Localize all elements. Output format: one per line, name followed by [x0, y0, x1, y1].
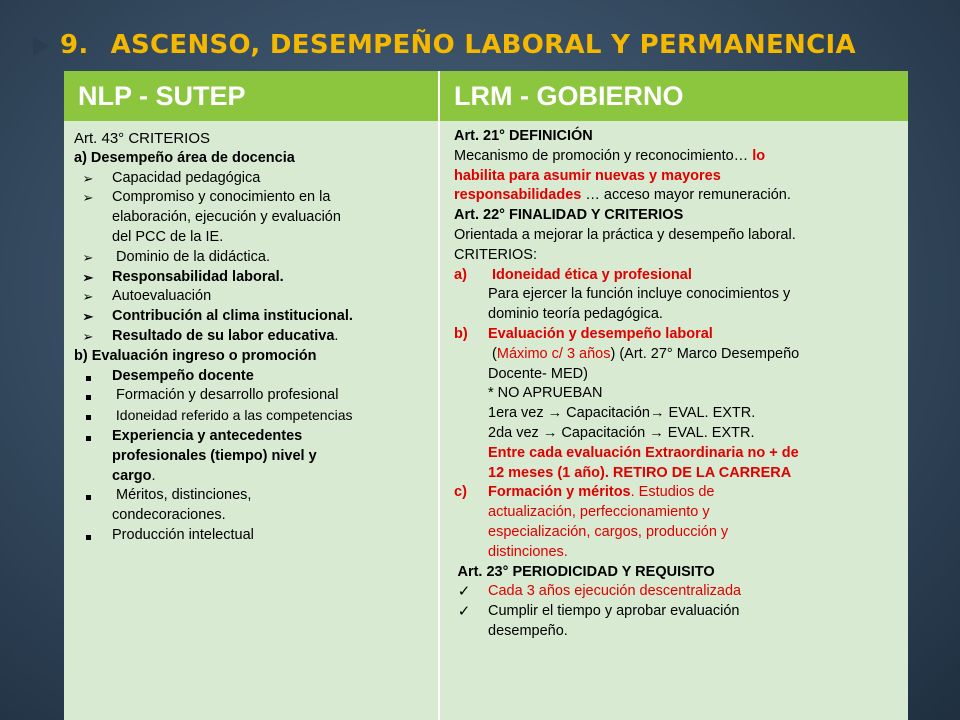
- comparison-table: [64, 71, 908, 720]
- criterion-b-label: b): [454, 325, 468, 342]
- list-item-text: Formación y desarrollo profesional: [112, 387, 339, 404]
- list-item-text: Dominio de la didáctica.: [112, 248, 270, 265]
- square-bullet-icon: [78, 386, 98, 406]
- criterion-c-line: [488, 483, 900, 503]
- art23-title: Art. 23° PERIODICIDAD Y REQUISITO: [454, 563, 715, 580]
- list-item-text: Responsabilidad laboral.: [112, 268, 284, 285]
- list-item: [74, 188, 432, 247]
- list-item-text: condecoraciones.: [112, 507, 226, 524]
- header-lrm-gobierno: LRM - GOBIERNO: [454, 81, 684, 111]
- title-arrow-decoration: [33, 36, 49, 56]
- list-item-text: Desempeño docente: [112, 367, 254, 384]
- art22-description: Orientada a mejorar la práctica y desempeño laboral.: [454, 226, 796, 243]
- square-bullet-icon: [78, 367, 98, 387]
- criterios-label: CRITERIOS:: [454, 246, 537, 263]
- list-item-text: Autoevaluación: [112, 288, 212, 305]
- arrow-bullet-icon: ➢: [82, 269, 94, 285]
- list-item-text: Resultado de su labor educativa: [112, 327, 335, 344]
- list-item-text: cargo: [112, 467, 152, 484]
- list-item: [74, 406, 432, 427]
- criterion-b-title: Evaluación y desempeño laboral: [488, 325, 713, 342]
- criterion-b-text-part: (: [488, 345, 497, 362]
- header-nlp-sutep: NLP - SUTEP: [64, 71, 440, 121]
- table-header-row: [64, 71, 908, 121]
- criterion-b-text-part: ) (Art. 27° Marco Desempeño: [610, 345, 800, 362]
- arrow-bullet-icon: ➢: [82, 309, 94, 325]
- square-bullet-icon: [78, 427, 98, 447]
- list-item: [74, 486, 432, 526]
- list-item: [74, 386, 432, 406]
- criterion-c-text: especialización, cargos, producción y: [488, 523, 729, 540]
- art21-highlight: responsabilidades: [454, 187, 582, 204]
- square-bullet-icon: [78, 486, 98, 506]
- arrow-bullet-icon: ➢: [82, 190, 94, 206]
- list-item-text: profesionales (tiempo) nivel y: [112, 447, 317, 464]
- list-item-text: desempeño.: [488, 622, 568, 639]
- square-bullet-icon: [78, 526, 98, 546]
- criterion-b-text: Entre cada evaluación Extraordinaria no + de: [488, 444, 799, 461]
- list-item: [74, 169, 432, 189]
- art22-title: Art. 22° FINALIDAD Y CRITERIOS: [454, 207, 684, 224]
- title-number: 9.: [60, 30, 89, 60]
- slide-title: [60, 30, 856, 60]
- criterion-c-text: distinciones.: [488, 543, 568, 560]
- list-item-text: Idoneidad referido a las competencias: [112, 407, 353, 424]
- section-b-title: b) Evaluación ingreso o promoción: [74, 347, 317, 364]
- criterion-a-text: Para ejercer la función incluye conocimientos y: [488, 286, 791, 303]
- list-item-text: Méritos, distinciones,: [112, 487, 252, 504]
- list-item-text: elaboración, ejecución y evaluación: [112, 209, 341, 226]
- art21-title: Art. 21° DEFINICIÓN: [454, 128, 593, 144]
- criterion-b-text: [488, 345, 900, 365]
- checkmark-icon: ✓: [457, 583, 471, 601]
- list-item-text: .: [151, 467, 156, 484]
- criterion-a: [454, 266, 900, 325]
- checkmark-icon: ✓: [457, 603, 471, 621]
- art21-line: habilita para asumir nuevas y mayores: [454, 167, 721, 184]
- criterion-c-text: actualización, perfeccionamiento y: [488, 504, 710, 521]
- list-item: [74, 287, 432, 307]
- criterion-c-text: . Estudios de: [630, 484, 715, 501]
- art21-text: … acceso mayor remuneración.: [581, 187, 791, 204]
- art43-title: Art. 43° CRITERIOS: [74, 130, 211, 147]
- list-item-text: Producción intelectual: [112, 526, 254, 543]
- list-item-text: Cada 3 años ejecución descentralizada: [488, 583, 742, 600]
- arrow-bullet-icon: ➢: [82, 249, 94, 265]
- list-item: [74, 327, 432, 347]
- art21-highlight: lo: [752, 147, 766, 164]
- list-item: [74, 526, 432, 546]
- criterion-b: [454, 325, 900, 483]
- art21-line: [454, 147, 900, 167]
- title-text: ASCENSO, DESEMPEÑO LABORAL Y PERMANENCIA: [110, 30, 856, 60]
- arrow-bullet-icon: ➢: [82, 170, 94, 186]
- list-item-text: Cumplir el tiempo y aprobar evaluación: [488, 603, 740, 620]
- list-item-text: .: [334, 327, 339, 344]
- square-bullet-icon: [78, 406, 98, 426]
- criterion-a-title: Idoneidad ética y profesional: [488, 266, 692, 283]
- list-item: [74, 248, 432, 268]
- list-item-text: Capacidad pedagógica: [112, 169, 261, 186]
- list-item: [454, 602, 900, 642]
- criterion-c-label: c): [454, 484, 467, 501]
- list-item-text: del PCC de la IE.: [112, 228, 224, 245]
- list-item: [454, 582, 900, 602]
- criterion-b-text: * NO APRUEBAN: [488, 385, 603, 402]
- list-item: [74, 427, 432, 486]
- list-item-text: Experiencia y antecedentes: [112, 427, 303, 444]
- list-item: [74, 268, 432, 288]
- table-body-row: [64, 121, 908, 720]
- criterion-b-text: Docente- MED): [488, 365, 588, 382]
- criterion-a-text: dominio teoría pedagógica.: [488, 306, 663, 323]
- arrow-bullet-icon: ➢: [82, 328, 94, 344]
- right-column-cell: [440, 121, 908, 720]
- list-item-text: Contribución al clima institucional.: [112, 308, 353, 325]
- criterion-b-text: 1era vez → Capacitación→ EVAL. EXTR.: [488, 405, 756, 422]
- left-column-cell: [64, 121, 440, 720]
- art21-text: Mecanismo de promoción y reconocimiento…: [454, 147, 753, 164]
- list-item-text: Compromiso y conocimiento en la: [112, 189, 331, 206]
- criterion-a-label: a): [454, 266, 467, 283]
- criterion-b-text: 12 meses (1 año). RETIRO DE LA CARRERA: [488, 464, 792, 481]
- criterion-c-title: Formación y méritos: [488, 484, 631, 501]
- section-a-title: a) Desempeño área de docencia: [74, 149, 295, 166]
- list-item: [74, 367, 432, 387]
- list-item: [74, 307, 432, 327]
- arrow-bullet-icon: ➢: [82, 289, 94, 305]
- art21-line: [454, 186, 900, 206]
- criterion-c: [454, 483, 900, 562]
- criterion-b-text: 2da vez → Capacitación → EVAL. EXTR.: [488, 424, 755, 441]
- criterion-b-highlight: Máximo c/ 3 años: [496, 345, 611, 362]
